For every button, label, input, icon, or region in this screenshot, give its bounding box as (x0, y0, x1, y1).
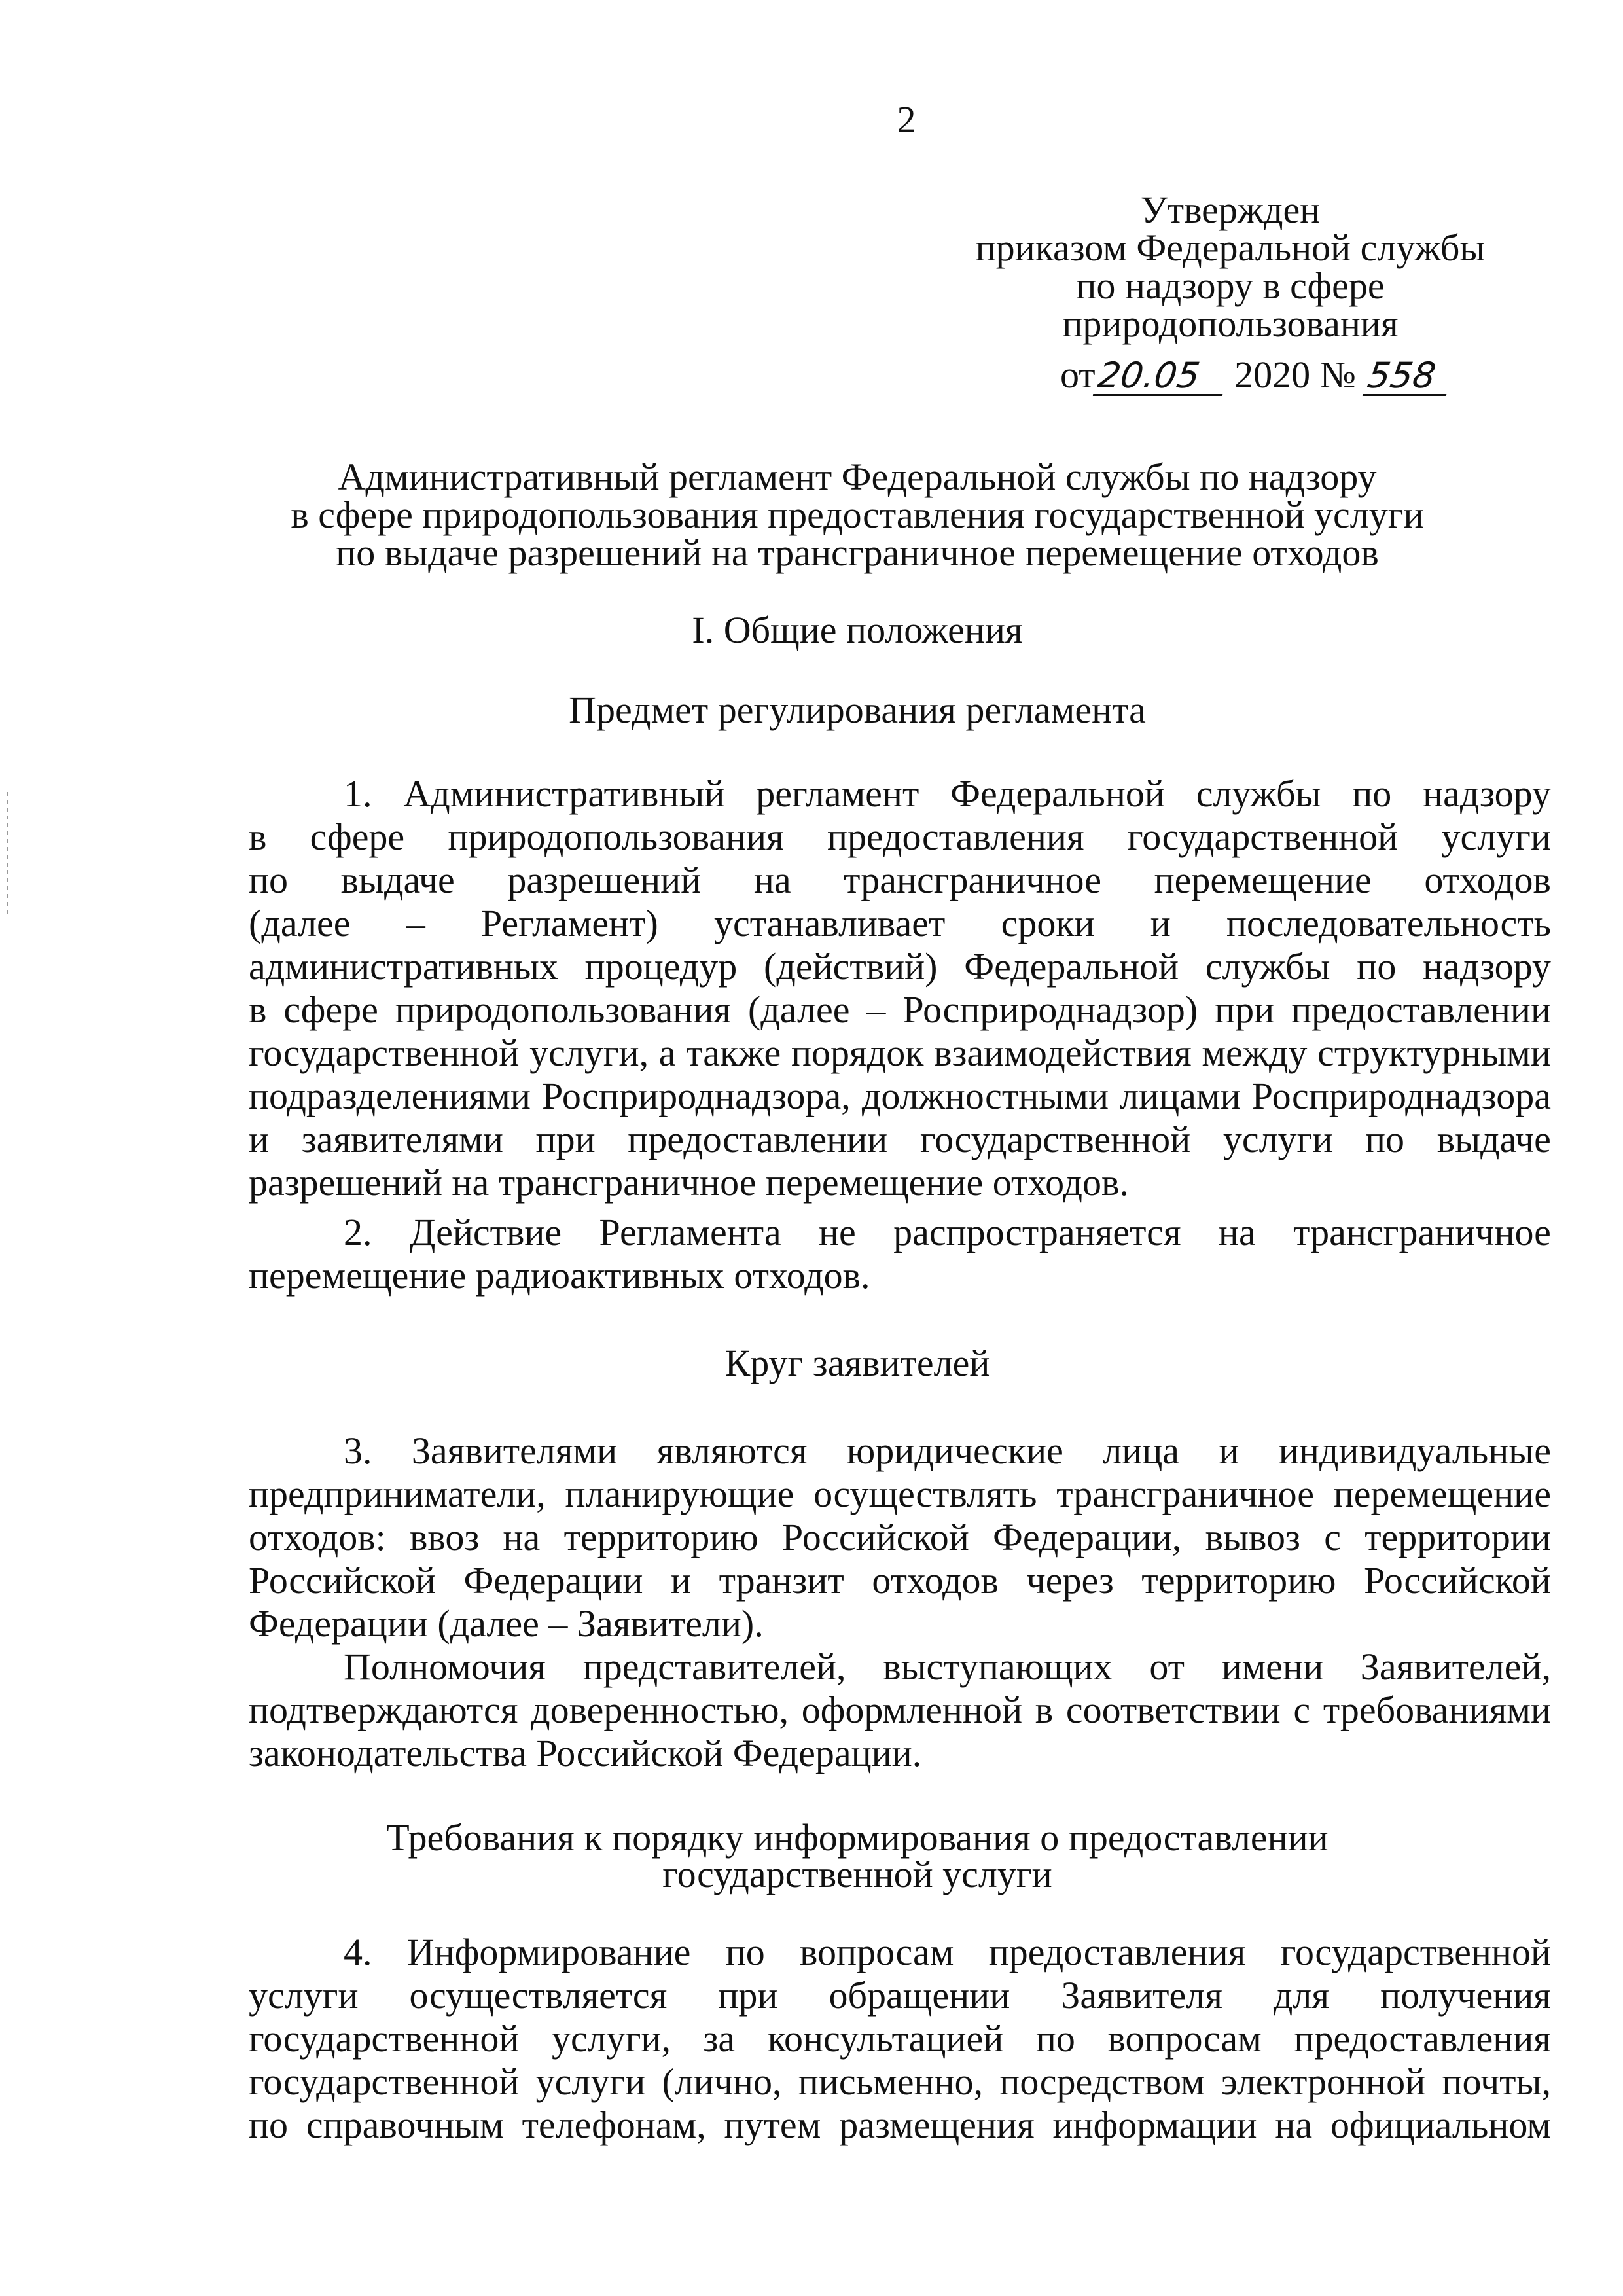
word: требованиями (1323, 1689, 1551, 1731)
word: вывоз (1205, 1516, 1300, 1558)
text-line (249, 1211, 1551, 1254)
word: выдаче (340, 859, 455, 901)
word: Федеральной (950, 772, 1165, 815)
word: при (535, 1118, 596, 1160)
text-line (249, 1118, 1551, 1161)
word: устанавливает (714, 902, 946, 944)
paragraph-3b (249, 1645, 1551, 1775)
word: обращении (829, 1974, 1010, 2017)
text-line (249, 1075, 1551, 1118)
text-line (249, 1559, 1551, 1602)
word: по (1352, 772, 1392, 815)
word: природопользования (448, 816, 784, 858)
title-line: по выдаче разрешений на трансграничное перемещение отходов (336, 531, 1379, 574)
word: Заявителей, (1360, 1645, 1551, 1688)
word: 4. (344, 1931, 372, 1973)
word: на (503, 1516, 541, 1558)
text-line (249, 988, 1551, 1031)
text-line (249, 1689, 1551, 1732)
word: Регламент) (480, 902, 658, 944)
text-line (249, 1931, 1551, 1974)
paragraph-1 (249, 772, 1551, 1204)
subheading-informing (242, 1816, 1472, 1895)
word: государственной (249, 1031, 520, 1074)
word: лица (1103, 1429, 1180, 1472)
word: вопросам (1107, 2017, 1262, 2060)
word: отходов (872, 1559, 999, 1602)
word: сфере (310, 816, 405, 858)
word: последовательность (1226, 902, 1551, 944)
word: и (1219, 1429, 1240, 1472)
word: по (1035, 2017, 1075, 2060)
word: через (1026, 1559, 1114, 1602)
word: 3. (344, 1429, 372, 1472)
word: государственной (1280, 1931, 1551, 1973)
word: предприниматели, (249, 1473, 546, 1515)
subheading-line: государственной услуги (662, 1853, 1052, 1895)
word: предоставлении (628, 1118, 888, 1160)
word: трансграничное (844, 859, 1102, 901)
word: также (686, 1031, 781, 1074)
text-line (249, 1161, 1551, 1204)
year-label: 2020 № (1234, 353, 1356, 396)
text-line (249, 1254, 1551, 1297)
word: юридические (846, 1429, 1063, 1472)
word: услуги (535, 2060, 646, 2103)
word: структурными (1317, 1031, 1551, 1074)
word: Российской (781, 1516, 969, 1558)
word: по (725, 1931, 765, 1973)
word: в (249, 816, 267, 858)
word: административных (249, 945, 558, 988)
word: перемещение (1154, 859, 1372, 901)
word: трансграничное (1293, 1211, 1551, 1253)
word: ввоз (409, 1516, 480, 1558)
text-line (249, 816, 1551, 859)
text-line (249, 1645, 1551, 1689)
word: Российской (249, 1559, 436, 1602)
text-line (249, 945, 1551, 988)
word: в (249, 988, 267, 1031)
approval-line: Утвержден (1140, 188, 1321, 231)
word: на (1275, 2104, 1313, 2146)
word: получения (1380, 1974, 1551, 2017)
word: консультацией (767, 2017, 1004, 2060)
document-title (242, 458, 1472, 572)
word: являются (656, 1429, 808, 1472)
word: осуществлять (813, 1473, 1037, 1515)
word: почты, (1442, 2060, 1551, 2103)
word: для (1273, 1974, 1330, 2017)
text-line (249, 2017, 1551, 2060)
word: Регламента (599, 1211, 781, 1253)
text-line (249, 1732, 1551, 1775)
word: услуги (1222, 1118, 1333, 1160)
word: отходов: (249, 1516, 386, 1558)
word: Федерации (463, 1559, 643, 1602)
word: – (866, 988, 886, 1031)
word: Федерации, (993, 1516, 1182, 1558)
word: службы (1205, 945, 1330, 988)
word: и (1150, 902, 1171, 944)
word: предоставления (988, 1931, 1246, 1973)
word: Заявителя (1061, 1974, 1222, 2017)
word: а (658, 1031, 676, 1074)
word: с (1324, 1516, 1341, 1558)
text-line (249, 1974, 1551, 2017)
word: взаимодействия (934, 1031, 1192, 1074)
section-heading: I. Общие положения (692, 609, 1023, 651)
word: надзору (1423, 945, 1551, 988)
word: (действий) (764, 945, 938, 988)
word: Информирование (406, 1931, 691, 1973)
word: выступающих (883, 1645, 1113, 1688)
scan-margin-mark (7, 792, 8, 916)
word: территорию (1141, 1559, 1336, 1602)
word: распространяется (893, 1211, 1181, 1253)
approval-line: приказом Федеральной службы (975, 226, 1486, 269)
word: оформленной (801, 1689, 1023, 1731)
word: между (1202, 1031, 1308, 1074)
text-line (249, 1602, 1551, 1645)
word: от (1149, 1645, 1185, 1688)
word: представителей, (582, 1645, 846, 1688)
word: надзору (1423, 772, 1551, 815)
word: государственной (1127, 816, 1399, 858)
word: Полномочия (344, 1645, 546, 1688)
approval-date (1060, 353, 1449, 399)
word: услуги, (529, 1031, 649, 1074)
paragraph-3 (249, 1429, 1551, 1645)
text-line (249, 1031, 1551, 1075)
word: предоставления (827, 816, 1084, 858)
word: и (670, 1559, 691, 1602)
word: Росприроднадзора (1251, 1075, 1551, 1117)
approval-line: природопользования (1062, 302, 1399, 345)
word: информации (1052, 2104, 1257, 2146)
word: 2. (344, 1211, 372, 1253)
word: за (703, 2017, 736, 2060)
word: услуги (1441, 816, 1551, 858)
word: подтверждаются (249, 1689, 518, 1731)
word: с (1293, 1689, 1311, 1731)
word: письменно, (798, 2060, 984, 2103)
text-line (249, 1516, 1551, 1559)
word: (далее (747, 988, 850, 1031)
word: и (249, 1118, 270, 1160)
word: доверенностью, (531, 1689, 789, 1731)
word: лицами (1120, 1075, 1241, 1117)
word: предоставлении (1291, 988, 1551, 1031)
word: транзит (719, 1559, 844, 1602)
word: подразделениями (249, 1075, 531, 1117)
word: справочным (306, 2104, 504, 2146)
word: порядок (791, 1031, 924, 1074)
word: трансграничное (1056, 1473, 1315, 1515)
word: посредством (999, 2060, 1205, 2103)
word: службы (1196, 772, 1321, 815)
word: (лично, (662, 2060, 782, 2103)
word: государственной (249, 2060, 520, 2103)
text-line (249, 1429, 1551, 1473)
word: (далее (249, 902, 351, 944)
word: соответствии (1065, 1689, 1281, 1731)
subheading-subject: Предмет регулирования регламента (569, 689, 1146, 731)
word: Действие (409, 1211, 562, 1253)
text-line (249, 859, 1551, 902)
word: должностными (861, 1075, 1109, 1117)
word: при (718, 1974, 778, 2017)
word: сфере (283, 988, 378, 1031)
word: на (1218, 1211, 1256, 1253)
word: услуги, (551, 2017, 671, 2060)
word: 1. (344, 772, 372, 815)
date-prefix: от (1060, 353, 1096, 396)
word: предоставления (1294, 2017, 1551, 2060)
word: в (1035, 1689, 1054, 1731)
word: разрешений на трансграничное перемещение отходов. (249, 1161, 1129, 1204)
handwritten-number: 558 (1363, 357, 1452, 396)
word: законодательства Российской Федерации. (249, 1732, 922, 1774)
word: путем (724, 2104, 821, 2146)
word: при (1215, 988, 1275, 1031)
word: имени (1221, 1645, 1324, 1688)
word: государственной (249, 2017, 520, 2060)
word: индивидуальные (1278, 1429, 1551, 1472)
word: Федерации (далее – Заявители). (249, 1602, 764, 1645)
word: территорию (563, 1516, 758, 1558)
word: регламент (756, 772, 919, 815)
word: Российской (1364, 1559, 1551, 1602)
word: выдаче (1436, 1118, 1551, 1160)
word: вопросам (800, 1931, 954, 1973)
word: перемещение радиоактивных отходов. (249, 1254, 870, 1297)
word: Росприроднадзора, (542, 1075, 851, 1117)
word: услуги (249, 1974, 359, 2017)
word: отходов (1424, 859, 1551, 901)
word: телефонам, (522, 2104, 706, 2146)
word: осуществляется (409, 1974, 668, 2017)
word: природопользования (395, 988, 732, 1031)
word: – (406, 902, 425, 944)
word: планирующие (565, 1473, 794, 1515)
word: по (249, 2104, 289, 2146)
word: Административный (403, 772, 725, 815)
word: процедур (584, 945, 738, 988)
subheading-applicants: Круг заявителей (724, 1342, 990, 1384)
word: на (753, 859, 791, 901)
handwritten-date: 20.05 (1092, 357, 1227, 396)
word: территории (1364, 1516, 1551, 1558)
word: заявителями (301, 1118, 503, 1160)
approval-block (942, 188, 1518, 345)
word: Заявителями (411, 1429, 618, 1472)
word: сроки (1001, 902, 1095, 944)
word: по (1365, 1118, 1405, 1160)
text-line (249, 2104, 1551, 2147)
word: электронной (1221, 2060, 1426, 2103)
word: официальном (1330, 2104, 1551, 2146)
word: Федеральной (964, 945, 1179, 988)
page-number: 2 (897, 98, 916, 141)
subheading-line: Требования к порядку информирования о предоставлении (386, 1816, 1329, 1859)
paragraph-2 (249, 1211, 1551, 1297)
word: размещения (839, 2104, 1035, 2146)
title-line: Административный регламент Федеральной службы по надзору (338, 456, 1377, 498)
text-line (249, 772, 1551, 816)
text-line (249, 1473, 1551, 1516)
approval-line: по надзору в сфере (1076, 264, 1385, 307)
word: Росприроднадзор) (902, 988, 1198, 1031)
word: разрешений (507, 859, 702, 901)
word: по (1357, 945, 1397, 988)
text-line (249, 902, 1551, 945)
word: государственной (919, 1118, 1191, 1160)
title-line: в сфере природопользования предоставления государственной услуги (291, 493, 1424, 536)
paragraph-4 (249, 1931, 1551, 2147)
word: по (249, 859, 289, 901)
word: перемещение (1333, 1473, 1551, 1515)
text-line (249, 2060, 1551, 2104)
word: не (818, 1211, 856, 1253)
